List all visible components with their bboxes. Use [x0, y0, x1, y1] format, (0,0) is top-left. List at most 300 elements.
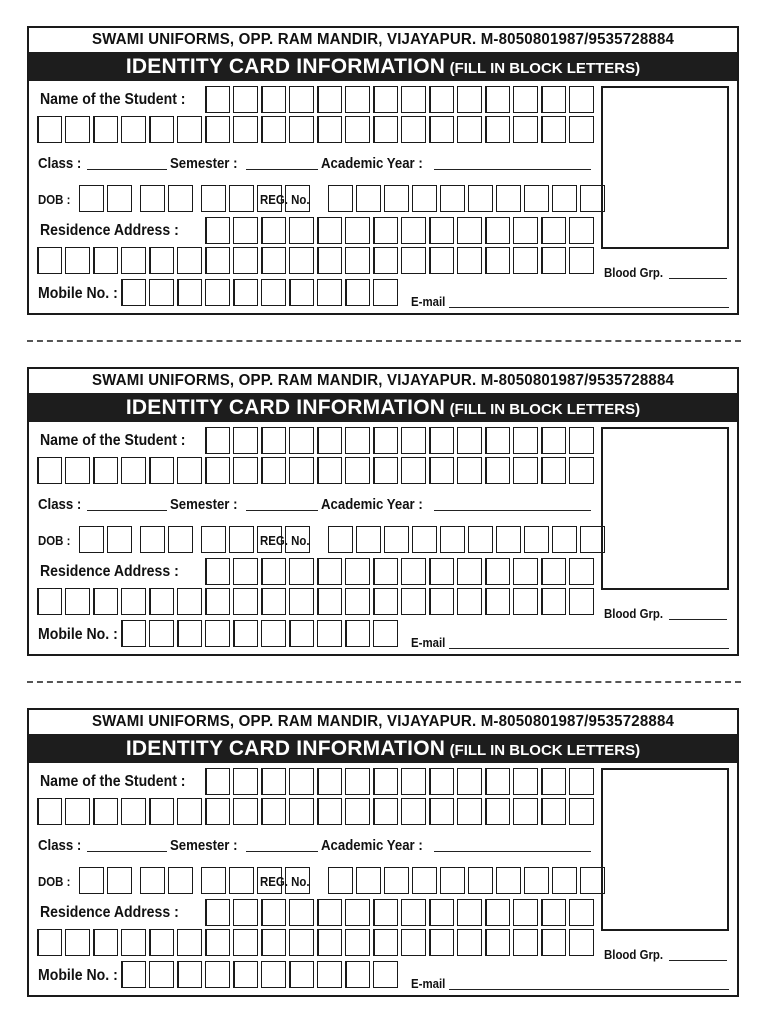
residence-address-row-2-box[interactable] [205, 929, 230, 956]
student-name-row-2-box[interactable] [121, 798, 146, 825]
residence-address-row-1-box[interactable] [205, 558, 230, 585]
student-name-row-2-box[interactable] [37, 798, 62, 825]
student-name-row-2-box[interactable] [93, 798, 118, 825]
reg-no-field-box[interactable] [384, 185, 409, 212]
residence-address-row-1-box[interactable] [457, 558, 482, 585]
student-name-row-1-box[interactable] [205, 768, 230, 795]
student-name-row-2-box[interactable] [261, 457, 286, 484]
reg-no-field-box[interactable] [384, 526, 409, 553]
dob-field-box[interactable] [201, 867, 226, 894]
mobile-number-field-box[interactable] [373, 620, 398, 647]
class-field[interactable] [87, 851, 167, 852]
residence-address-row-2-box[interactable] [541, 247, 566, 274]
student-name-row-1-box[interactable] [261, 768, 286, 795]
student-name-row-2-box[interactable] [205, 116, 230, 143]
residence-address-row-2-box[interactable] [373, 588, 398, 615]
residence-address-row-1-box[interactable] [261, 899, 286, 926]
residence-address-row-2-box[interactable] [317, 929, 342, 956]
residence-address-row-2-box[interactable] [261, 588, 286, 615]
mobile-number-field-box[interactable] [289, 961, 314, 988]
residence-address-row-2-box[interactable] [177, 247, 202, 274]
student-name-row-2-box[interactable] [317, 798, 342, 825]
email-field[interactable] [449, 307, 729, 308]
student-name-row-2-box[interactable] [401, 116, 426, 143]
student-name-row-1-box[interactable] [485, 86, 510, 113]
residence-address-row-2-box[interactable] [205, 588, 230, 615]
reg-no-field-box[interactable] [412, 185, 437, 212]
reg-no-field-box[interactable] [328, 867, 353, 894]
mobile-number-field-box[interactable] [289, 279, 314, 306]
residence-address-row-2-box[interactable] [289, 929, 314, 956]
residence-address-row-1-box[interactable] [401, 217, 426, 244]
residence-address-row-2-box[interactable] [345, 588, 370, 615]
dob-field-box[interactable] [168, 526, 193, 553]
residence-address-row-2-box[interactable] [149, 929, 174, 956]
student-name-row-2-box[interactable] [289, 798, 314, 825]
mobile-number-field-box[interactable] [177, 961, 202, 988]
student-name-row-1-box[interactable] [429, 86, 454, 113]
residence-address-row-1-box[interactable] [345, 558, 370, 585]
residence-address-row-2-box[interactable] [93, 929, 118, 956]
residence-address-row-1-box[interactable] [569, 558, 594, 585]
student-name-row-2-box[interactable] [457, 116, 482, 143]
dob-field-box[interactable] [140, 867, 165, 894]
student-name-row-2 [37, 798, 597, 825]
dob-field-box[interactable] [229, 867, 254, 894]
residence-address-row-1-box[interactable] [233, 558, 258, 585]
student-name-row-1-box[interactable] [317, 768, 342, 795]
academic-year-field[interactable] [434, 510, 591, 511]
student-name-row-2-box[interactable] [541, 798, 566, 825]
student-name-row-1-box[interactable] [541, 86, 566, 113]
class-field[interactable] [87, 169, 167, 170]
reg-no-field-box[interactable] [496, 526, 521, 553]
blood-group-field[interactable] [669, 960, 727, 961]
student-name-row-1-box[interactable] [289, 427, 314, 454]
residence-address-row-2-box[interactable] [93, 588, 118, 615]
student-name-row-2-box[interactable] [65, 798, 90, 825]
residence-address-row-1-box[interactable] [569, 217, 594, 244]
residence-address-row-2-box[interactable] [513, 247, 538, 274]
student-name-row-2-box[interactable] [373, 798, 398, 825]
residence-address-row-1-box[interactable] [569, 899, 594, 926]
residence-address-row-2-box[interactable] [289, 588, 314, 615]
residence-address-row-1-box[interactable] [317, 558, 342, 585]
dob-field-box[interactable] [201, 185, 226, 212]
residence-address-row-2-box[interactable] [121, 929, 146, 956]
residence-address-row-2-box[interactable] [513, 929, 538, 956]
student-name-row-2-box[interactable] [429, 116, 454, 143]
residence-address-row-2-box[interactable] [65, 247, 90, 274]
student-name-row-1-box[interactable] [401, 768, 426, 795]
residence-address-row-2-box[interactable] [541, 929, 566, 956]
student-name-row-2-box[interactable] [121, 457, 146, 484]
residence-address-row-2-box[interactable] [177, 929, 202, 956]
residence-address-row-1-box[interactable] [513, 217, 538, 244]
reg-no-field-box[interactable] [440, 185, 465, 212]
residence-address-row-2-box[interactable] [233, 247, 258, 274]
student-name-row-1-box[interactable] [289, 86, 314, 113]
residence-address-row-1-box[interactable] [541, 899, 566, 926]
student-name-row-1-box[interactable] [457, 768, 482, 795]
residence-address-row-2-box[interactable] [121, 247, 146, 274]
residence-address-row-1-box[interactable] [457, 217, 482, 244]
residence-address-row-2-box[interactable] [345, 929, 370, 956]
residence-address-row-1-box[interactable] [401, 558, 426, 585]
residence-address-row-1-box[interactable] [485, 899, 510, 926]
student-name-row-2-box[interactable] [65, 116, 90, 143]
residence-address-row-1-box[interactable] [541, 558, 566, 585]
residence-address-row-1-box[interactable] [373, 899, 398, 926]
form-title-note: (FILL IN BLOCK LETTERS) [449, 401, 641, 418]
reg-no-field-box[interactable] [328, 185, 353, 212]
residence-address-row-2-box[interactable] [233, 929, 258, 956]
student-name-row-2-box[interactable] [177, 798, 202, 825]
reg-no-field-box[interactable] [440, 526, 465, 553]
student-name-row-1-box[interactable] [569, 427, 594, 454]
student-name-row-2-box[interactable] [485, 798, 510, 825]
student-name-row-2-box[interactable] [401, 798, 426, 825]
reg-no-field-box[interactable] [468, 185, 493, 212]
mobile-number-field-box[interactable] [205, 620, 230, 647]
student-name-row-1-box[interactable] [317, 86, 342, 113]
student-name-row-1-box[interactable] [429, 768, 454, 795]
residence-address-row-2-box[interactable] [205, 247, 230, 274]
student-name-row-1-box[interactable] [541, 768, 566, 795]
mobile-number-field-box[interactable] [149, 620, 174, 647]
student-name-row-1-box[interactable] [317, 427, 342, 454]
reg-no-field-box[interactable] [328, 526, 353, 553]
student-name-row-2-box[interactable] [65, 457, 90, 484]
student-name-row-2-box[interactable] [233, 116, 258, 143]
mobile-number-field-box[interactable] [373, 279, 398, 306]
student-name-row-1-box[interactable] [261, 86, 286, 113]
blood-group-field[interactable] [669, 278, 727, 279]
residence-address-row-2-box[interactable] [569, 588, 594, 615]
residence-address-row-2-box[interactable] [177, 588, 202, 615]
residence-address-row-2-box[interactable] [373, 929, 398, 956]
student-name-row-2-box[interactable] [289, 457, 314, 484]
student-name-row-1-box[interactable] [485, 768, 510, 795]
reg-no-field-box[interactable] [440, 867, 465, 894]
dob-field-box[interactable] [168, 185, 193, 212]
reg-no-field-box[interactable] [552, 526, 577, 553]
residence-address-row-1-box[interactable] [317, 899, 342, 926]
student-name-row-2-box[interactable] [373, 457, 398, 484]
mobile-number-field-box[interactable] [177, 279, 202, 306]
student-name-row-2-box[interactable] [345, 457, 370, 484]
mobile-number-field-box[interactable] [177, 620, 202, 647]
residence-address-row-2-box[interactable] [569, 929, 594, 956]
residence-address-row-2-box[interactable] [401, 929, 426, 956]
residence-address-row-1-box[interactable] [513, 558, 538, 585]
residence-address-row-1-box[interactable] [401, 899, 426, 926]
student-name-row-2-box[interactable] [457, 798, 482, 825]
reg-no-field-box[interactable] [356, 867, 381, 894]
student-name-row-2-box[interactable] [261, 116, 286, 143]
reg-no-field-box[interactable] [552, 867, 577, 894]
mobile-number-field-box[interactable] [261, 961, 286, 988]
residence-address-row-2-box[interactable] [401, 247, 426, 274]
student-name-row-1-box[interactable] [401, 86, 426, 113]
student-name-row-2-box[interactable] [513, 798, 538, 825]
residence-address-row-1-box[interactable] [429, 217, 454, 244]
residence-address-row-1-box[interactable] [233, 217, 258, 244]
student-name-row-1-box[interactable] [261, 427, 286, 454]
residence-address-row-2-box[interactable] [429, 247, 454, 274]
student-name-row-1-box[interactable] [541, 427, 566, 454]
student-name-row-2-box[interactable] [429, 798, 454, 825]
student-name-row-2-box[interactable] [485, 457, 510, 484]
academic-year-label: Academic Year : [321, 155, 423, 172]
residence-address-row-2 [37, 929, 597, 956]
mobile-number-field-box[interactable] [373, 961, 398, 988]
mobile-number-field-box[interactable] [121, 279, 146, 306]
residence-address-row-1-box[interactable] [289, 558, 314, 585]
residence-address-row-1-box[interactable] [485, 217, 510, 244]
reg-no-field-box[interactable] [524, 185, 549, 212]
student-name-row-2-box[interactable] [205, 457, 230, 484]
dob-field-box[interactable] [168, 867, 193, 894]
residence-address-row-2-box[interactable] [317, 247, 342, 274]
student-name-row-1-box[interactable] [429, 427, 454, 454]
student-name-row-2-box[interactable] [261, 798, 286, 825]
semester-field[interactable] [246, 169, 318, 170]
residence-address-row-2-box[interactable] [65, 929, 90, 956]
student-name-row-2-box[interactable] [149, 798, 174, 825]
residence-address-row-2-box[interactable] [149, 588, 174, 615]
email-field[interactable] [449, 989, 729, 990]
residence-address-row-1-box[interactable] [205, 217, 230, 244]
residence-address-row-2-box[interactable] [289, 247, 314, 274]
mobile-number-field-box[interactable] [233, 620, 258, 647]
reg-no-field-box[interactable] [468, 526, 493, 553]
student-name-row-1-box[interactable] [401, 427, 426, 454]
student-name-row-2-box[interactable] [569, 457, 594, 484]
residence-address-row-1-box[interactable] [317, 217, 342, 244]
dob-field-box[interactable] [140, 526, 165, 553]
reg-no-field-box[interactable] [384, 867, 409, 894]
student-name-row-1-box[interactable] [233, 86, 258, 113]
student-name-row-2-box[interactable] [317, 457, 342, 484]
academic-year-field[interactable] [434, 851, 591, 852]
residence-address-row-2-box[interactable] [65, 588, 90, 615]
mobile-number-field-box[interactable] [317, 620, 342, 647]
student-name-row-1-box[interactable] [457, 427, 482, 454]
residence-address-row-1-box[interactable] [345, 217, 370, 244]
student-name-row-1-box[interactable] [373, 768, 398, 795]
mobile-number-field-box[interactable] [233, 279, 258, 306]
residence-address-row-2-box[interactable] [149, 247, 174, 274]
student-name-row-1-box[interactable] [485, 427, 510, 454]
student-name-row-2-box[interactable] [513, 457, 538, 484]
residence-address-row-1-box[interactable] [485, 558, 510, 585]
student-name-row-2-box[interactable] [569, 798, 594, 825]
reg-no-field-box[interactable] [412, 526, 437, 553]
residence-address-row-2-box[interactable] [429, 588, 454, 615]
blood-group-field[interactable] [669, 619, 727, 620]
reg-no-field-box[interactable] [524, 526, 549, 553]
residence-address-row-1-box[interactable] [373, 558, 398, 585]
residence-address-row-2-box[interactable] [401, 588, 426, 615]
form-title-banner [29, 734, 737, 763]
residence-address-row-2-box[interactable] [457, 588, 482, 615]
academic-year-field[interactable] [434, 169, 591, 170]
residence-address-row-2-box[interactable] [37, 247, 62, 274]
dob-field-box[interactable] [229, 526, 254, 553]
student-name-row-2-box[interactable] [345, 116, 370, 143]
residence-address-row-2-box[interactable] [37, 929, 62, 956]
residence-address-row-1-box[interactable] [541, 217, 566, 244]
residence-address-row-2-box[interactable] [121, 588, 146, 615]
residence-address-row-2-box[interactable] [373, 247, 398, 274]
residence-address-row-2-box[interactable] [233, 588, 258, 615]
student-name-row-1-box[interactable] [373, 86, 398, 113]
residence-address-row-2-box[interactable] [261, 929, 286, 956]
dob-field-box[interactable] [79, 526, 104, 553]
student-name-row-2-box[interactable] [373, 116, 398, 143]
student-name-row-2-box[interactable] [37, 457, 62, 484]
student-name-row-2-box[interactable] [93, 457, 118, 484]
mobile-number-field-box[interactable] [345, 961, 370, 988]
dob-field-box[interactable] [107, 867, 132, 894]
student-name-row-2-box[interactable] [457, 457, 482, 484]
student-name-row-2-box[interactable] [233, 457, 258, 484]
student-name-row-1-box[interactable] [233, 427, 258, 454]
mobile-number-field-box[interactable] [205, 279, 230, 306]
mobile-number-field-box[interactable] [345, 620, 370, 647]
mobile-number-field-box[interactable] [317, 279, 342, 306]
student-name-row-1-box[interactable] [345, 427, 370, 454]
student-name-row-1-box[interactable] [513, 427, 538, 454]
dob-field-box[interactable] [140, 185, 165, 212]
student-name-row-1-box[interactable] [289, 768, 314, 795]
mobile-number-field-box[interactable] [205, 961, 230, 988]
photo-box [601, 427, 729, 590]
reg-no-field-box[interactable] [496, 185, 521, 212]
student-name-row-2-box[interactable] [121, 116, 146, 143]
residence-address-row-2-box[interactable] [457, 929, 482, 956]
student-name-row-1-box[interactable] [205, 86, 230, 113]
student-name-row-1-box[interactable] [345, 86, 370, 113]
dob-field-box[interactable] [107, 185, 132, 212]
reg-no-field-box[interactable] [524, 867, 549, 894]
mobile-number-field-box[interactable] [149, 961, 174, 988]
dob-field-box[interactable] [79, 185, 104, 212]
semester-field[interactable] [246, 510, 318, 511]
reg-no-field-box[interactable] [496, 867, 521, 894]
residence-address-row-1-box[interactable] [289, 899, 314, 926]
residence-address-row-2-box[interactable] [93, 247, 118, 274]
residence-address-row-2-box[interactable] [429, 929, 454, 956]
residence-address-row-2-box[interactable] [485, 247, 510, 274]
student-name-row-2-box[interactable] [569, 116, 594, 143]
student-name-row-1-box[interactable] [569, 768, 594, 795]
mobile-number-field-box[interactable] [233, 961, 258, 988]
reg-no-field-box[interactable] [468, 867, 493, 894]
residence-address-row-2-box[interactable] [485, 588, 510, 615]
residence-address-row-1-box[interactable] [373, 217, 398, 244]
residence-address-row-1-box[interactable] [429, 558, 454, 585]
student-name-row-2-box[interactable] [149, 457, 174, 484]
student-name-row-2-box[interactable] [429, 457, 454, 484]
student-name-row-1-box[interactable] [345, 768, 370, 795]
student-name-row-2-box[interactable] [177, 457, 202, 484]
residence-address-row-2-box[interactable] [317, 588, 342, 615]
residence-address-row-1-box[interactable] [261, 217, 286, 244]
residence-address-row-1-box[interactable] [345, 899, 370, 926]
student-name-row-2-box[interactable] [345, 798, 370, 825]
mobile-number-field-box[interactable] [317, 961, 342, 988]
student-name-row-2-box[interactable] [541, 116, 566, 143]
student-name-row-2-box[interactable] [401, 457, 426, 484]
mobile-number-field-box[interactable] [149, 279, 174, 306]
mobile-number-field-box[interactable] [121, 620, 146, 647]
residence-address-row-2-box[interactable] [37, 588, 62, 615]
residence-address-row-2-box[interactable] [485, 929, 510, 956]
email-field[interactable] [449, 648, 729, 649]
student-name-row-2-box[interactable] [93, 116, 118, 143]
residence-address-row-2-box[interactable] [569, 247, 594, 274]
reg-no-field-box[interactable] [412, 867, 437, 894]
mobile-number-field-box[interactable] [261, 620, 286, 647]
student-name-row-2-box[interactable] [541, 457, 566, 484]
dob-field-box[interactable] [229, 185, 254, 212]
student-name-row-2-box[interactable] [289, 116, 314, 143]
dob-field-box[interactable] [201, 526, 226, 553]
residence-address-row-2-box[interactable] [457, 247, 482, 274]
student-name-row-2-box[interactable] [205, 798, 230, 825]
student-name-row-2-box[interactable] [317, 116, 342, 143]
residence-address-row-1-box[interactable] [457, 899, 482, 926]
semester-field[interactable] [246, 851, 318, 852]
residence-address-row-2-box[interactable] [541, 588, 566, 615]
residence-address-row-2-box[interactable] [345, 247, 370, 274]
dob-field-box[interactable] [107, 526, 132, 553]
student-name-row-2-box[interactable] [485, 116, 510, 143]
student-name-row-2-box[interactable] [37, 116, 62, 143]
student-name-row-1-box[interactable] [513, 768, 538, 795]
mobile-number-field-box[interactable] [345, 279, 370, 306]
student-name-row-2-box[interactable] [177, 116, 202, 143]
mobile-number-field-box[interactable] [261, 279, 286, 306]
residence-address-row-1-box[interactable] [261, 558, 286, 585]
student-name-row-1-box[interactable] [233, 768, 258, 795]
student-name-row-1-box[interactable] [569, 86, 594, 113]
reg-no-field-box[interactable] [552, 185, 577, 212]
mobile-number-field-box[interactable] [121, 961, 146, 988]
student-name-row-1-box[interactable] [205, 427, 230, 454]
residence-address-row-2-box[interactable] [513, 588, 538, 615]
residence-address-row-1-box[interactable] [513, 899, 538, 926]
student-name-row-2-box[interactable] [149, 116, 174, 143]
dob-field-box[interactable] [79, 867, 104, 894]
reg-no-field-box[interactable] [356, 185, 381, 212]
student-name-row-1-box[interactable] [457, 86, 482, 113]
student-name-row-1-box[interactable] [513, 86, 538, 113]
mobile-number-field-box[interactable] [289, 620, 314, 647]
residence-address-row-1-box[interactable] [289, 217, 314, 244]
class-field[interactable] [87, 510, 167, 511]
residence-address-row-1-box[interactable] [429, 899, 454, 926]
student-name-row-2-box[interactable] [513, 116, 538, 143]
student-name-row-1-box[interactable] [373, 427, 398, 454]
student-name-row-2-box[interactable] [233, 798, 258, 825]
residence-address-row-1-box[interactable] [205, 899, 230, 926]
reg-no-field-box[interactable] [356, 526, 381, 553]
residence-address-row-1-box[interactable] [233, 899, 258, 926]
residence-address-row-2-box[interactable] [261, 247, 286, 274]
